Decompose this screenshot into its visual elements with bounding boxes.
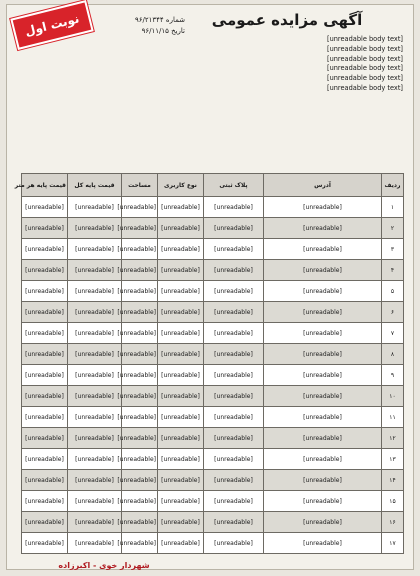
notice-paragraph: [unreadable body text] <box>327 54 403 63</box>
cell-registration: [unreadable] <box>204 302 264 323</box>
cell-total-price: [unreadable] <box>68 449 122 470</box>
cell-unit-price: [unreadable] <box>22 491 68 512</box>
cell-registration: [unreadable] <box>204 449 264 470</box>
table-row <box>22 260 404 281</box>
cell-area: [unreadable] <box>122 386 158 407</box>
cell-area: [unreadable] <box>122 197 158 218</box>
reference-number: شماره ۹۶/۲۱۳۴۴ <box>134 16 185 24</box>
cell-total-price: [unreadable] <box>68 533 122 554</box>
cell-registration: [unreadable] <box>204 470 264 491</box>
cell-usage: [unreadable] <box>158 281 204 302</box>
cell-area: [unreadable] <box>122 533 158 554</box>
cell-address: [unreadable] <box>264 428 382 449</box>
cell-area: [unreadable] <box>122 407 158 428</box>
cell-registration: [unreadable] <box>204 365 264 386</box>
table-row <box>22 197 404 218</box>
cell-total-price: [unreadable] <box>68 218 122 239</box>
cell-unit-price: [unreadable] <box>22 197 68 218</box>
cell-row-number: ۱۳ <box>382 449 404 470</box>
cell-unit-price: [unreadable] <box>22 449 68 470</box>
col-header-usage: نوع کاربری <box>158 174 204 197</box>
cell-registration: [unreadable] <box>204 281 264 302</box>
cell-address: [unreadable] <box>264 449 382 470</box>
table-body <box>22 197 404 554</box>
cell-address: [unreadable] <box>264 533 382 554</box>
cell-usage: [unreadable] <box>158 407 204 428</box>
cell-address: [unreadable] <box>264 197 382 218</box>
cell-usage: [unreadable] <box>158 323 204 344</box>
cell-address: [unreadable] <box>264 512 382 533</box>
notice-paragraph: [unreadable body text] <box>327 83 403 92</box>
cell-total-price: [unreadable] <box>68 302 122 323</box>
table-row <box>22 365 404 386</box>
cell-address: [unreadable] <box>264 470 382 491</box>
table-row <box>22 449 404 470</box>
cell-usage: [unreadable] <box>158 470 204 491</box>
cell-address: [unreadable] <box>264 281 382 302</box>
col-header-address: آدرس <box>264 174 382 197</box>
cell-address: [unreadable] <box>264 386 382 407</box>
cell-usage: [unreadable] <box>158 260 204 281</box>
cell-total-price: [unreadable] <box>68 260 122 281</box>
cell-row-number: ۴ <box>382 260 404 281</box>
cell-unit-price: [unreadable] <box>22 428 68 449</box>
cell-registration: [unreadable] <box>204 344 264 365</box>
table-row <box>22 218 404 239</box>
table-row <box>22 407 404 428</box>
table-row <box>22 533 404 554</box>
cell-registration: [unreadable] <box>204 260 264 281</box>
cell-registration: [unreadable] <box>204 491 264 512</box>
cell-area: [unreadable] <box>122 491 158 512</box>
cell-usage: [unreadable] <box>158 449 204 470</box>
cell-usage: [unreadable] <box>158 218 204 239</box>
cell-row-number: ۸ <box>382 344 404 365</box>
cell-row-number: ۱۵ <box>382 491 404 512</box>
cell-registration: [unreadable] <box>204 407 264 428</box>
cell-total-price: [unreadable] <box>68 491 122 512</box>
table-row <box>22 281 404 302</box>
cell-usage: [unreadable] <box>158 197 204 218</box>
cell-area: [unreadable] <box>122 365 158 386</box>
cell-area: [unreadable] <box>122 323 158 344</box>
cell-row-number: ۱ <box>382 197 404 218</box>
table-row <box>22 512 404 533</box>
table-row <box>22 491 404 512</box>
cell-registration: [unreadable] <box>204 239 264 260</box>
cell-registration: [unreadable] <box>204 428 264 449</box>
cell-unit-price: [unreadable] <box>22 386 68 407</box>
cell-address: [unreadable] <box>264 491 382 512</box>
cell-unit-price: [unreadable] <box>22 470 68 491</box>
auction-table <box>14 173 404 554</box>
cell-unit-price: [unreadable] <box>22 302 68 323</box>
cell-area: [unreadable] <box>122 260 158 281</box>
notice-title: آگهی مزایده عمومی <box>211 11 363 29</box>
cell-row-number: ۶ <box>382 302 404 323</box>
cell-row-number: ۱۱ <box>382 407 404 428</box>
cell-row-number: ۱۷ <box>382 533 404 554</box>
cell-unit-price: [unreadable] <box>22 323 68 344</box>
cell-address: [unreadable] <box>264 302 382 323</box>
table-row <box>22 344 404 365</box>
cell-unit-price: [unreadable] <box>22 512 68 533</box>
cell-unit-price: [unreadable] <box>22 281 68 302</box>
cell-row-number: ۵ <box>382 281 404 302</box>
cell-area: [unreadable] <box>122 428 158 449</box>
col-header-registration: پلاک ثبتی <box>204 174 264 197</box>
cell-total-price: [unreadable] <box>68 365 122 386</box>
cell-usage: [unreadable] <box>158 386 204 407</box>
cell-address: [unreadable] <box>264 365 382 386</box>
cell-usage: [unreadable] <box>158 239 204 260</box>
cell-total-price: [unreadable] <box>68 323 122 344</box>
cell-unit-price: [unreadable] <box>22 407 68 428</box>
cell-area: [unreadable] <box>122 218 158 239</box>
cell-row-number: ۱۰ <box>382 386 404 407</box>
reference-date: تاریخ ۹۶/۱۱/۱۵ <box>141 27 185 35</box>
cell-unit-price: [unreadable] <box>22 260 68 281</box>
cell-registration: [unreadable] <box>204 218 264 239</box>
table-row <box>22 386 404 407</box>
cell-address: [unreadable] <box>264 239 382 260</box>
reference-info <box>105 15 185 37</box>
cell-address: [unreadable] <box>264 407 382 428</box>
cell-registration: [unreadable] <box>204 197 264 218</box>
cell-unit-price: [unreadable] <box>22 365 68 386</box>
cell-registration: [unreadable] <box>204 323 264 344</box>
cell-usage: [unreadable] <box>158 302 204 323</box>
cell-row-number: ۳ <box>382 239 404 260</box>
cell-total-price: [unreadable] <box>68 407 122 428</box>
cell-area: [unreadable] <box>122 344 158 365</box>
notice-body <box>21 35 403 94</box>
col-header-total-price: قیمت پایه کل <box>68 174 122 197</box>
cell-address: [unreadable] <box>264 218 382 239</box>
cell-address: [unreadable] <box>264 344 382 365</box>
cell-area: [unreadable] <box>122 281 158 302</box>
cell-row-number: ۱۲ <box>382 428 404 449</box>
cell-area: [unreadable] <box>122 239 158 260</box>
cell-unit-price: [unreadable] <box>22 344 68 365</box>
cell-usage: [unreadable] <box>158 512 204 533</box>
notice-paragraph: [unreadable body text] <box>327 64 403 73</box>
cell-total-price: [unreadable] <box>68 344 122 365</box>
cell-usage: [unreadable] <box>158 428 204 449</box>
cell-row-number: ۲ <box>382 218 404 239</box>
table-row <box>22 239 404 260</box>
notice-paragraph: [unreadable body text] <box>327 74 403 83</box>
col-header-row-number: ردیف <box>382 174 404 197</box>
cell-area: [unreadable] <box>122 449 158 470</box>
cell-registration: [unreadable] <box>204 386 264 407</box>
cell-total-price: [unreadable] <box>68 512 122 533</box>
cell-total-price: [unreadable] <box>68 197 122 218</box>
cell-unit-price: [unreadable] <box>22 218 68 239</box>
notice-paragraph: [unreadable body text] <box>327 44 403 53</box>
cell-row-number: ۱۶ <box>382 512 404 533</box>
cell-usage: [unreadable] <box>158 491 204 512</box>
col-header-unit-price: قیمت پایه هر متر <box>22 174 68 197</box>
cell-address: [unreadable] <box>264 260 382 281</box>
cell-registration: [unreadable] <box>204 512 264 533</box>
cell-row-number: ۱۴ <box>382 470 404 491</box>
cell-row-number: ۹ <box>382 365 404 386</box>
cell-area: [unreadable] <box>122 470 158 491</box>
cell-area: [unreadable] <box>122 512 158 533</box>
cell-usage: [unreadable] <box>158 533 204 554</box>
table-row <box>22 302 404 323</box>
cell-row-number: ۷ <box>382 323 404 344</box>
cell-usage: [unreadable] <box>158 344 204 365</box>
cell-total-price: [unreadable] <box>68 470 122 491</box>
cell-unit-price: [unreadable] <box>22 533 68 554</box>
table-row <box>22 428 404 449</box>
cell-unit-price: [unreadable] <box>22 239 68 260</box>
newspaper-clipping <box>6 4 414 570</box>
cell-total-price: [unreadable] <box>68 239 122 260</box>
cell-total-price: [unreadable] <box>68 386 122 407</box>
cell-registration: [unreadable] <box>204 533 264 554</box>
cell-area: [unreadable] <box>122 302 158 323</box>
cell-address: [unreadable] <box>264 323 382 344</box>
table-row <box>22 323 404 344</box>
col-header-area: مساحت <box>122 174 158 197</box>
first-round-badge: نوبت اول <box>10 0 93 50</box>
signature: شهردار خوی - اکبرزاده <box>58 561 150 570</box>
cell-total-price: [unreadable] <box>68 428 122 449</box>
cell-usage: [unreadable] <box>158 365 204 386</box>
table-header-row <box>22 174 404 197</box>
cell-total-price: [unreadable] <box>68 281 122 302</box>
notice-paragraph: [unreadable body text] <box>327 35 403 43</box>
table-row <box>22 470 404 491</box>
